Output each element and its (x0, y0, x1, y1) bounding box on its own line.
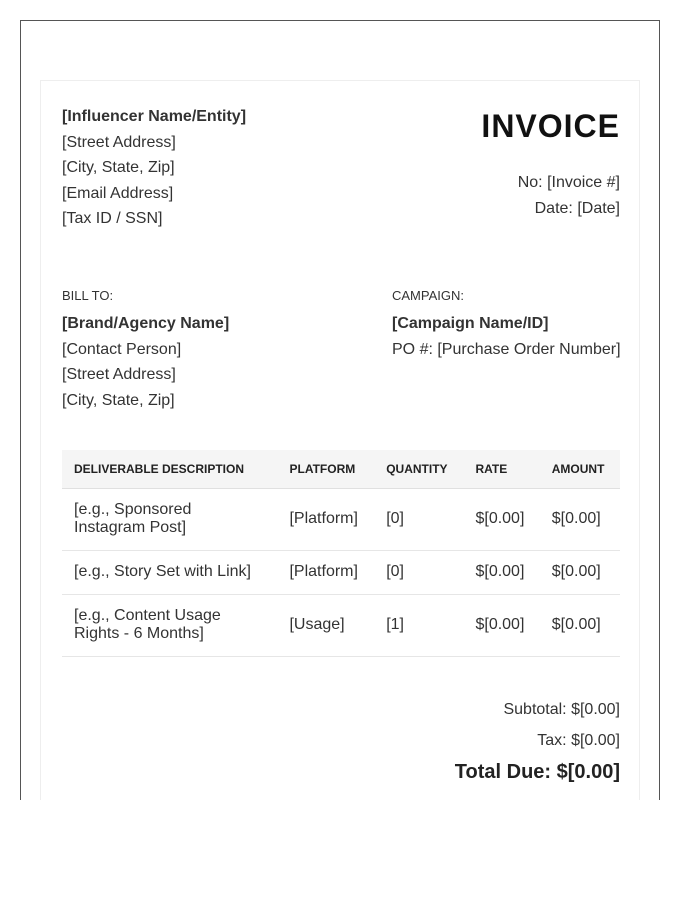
cell-description: [e.g., Story Set with Link] (62, 550, 277, 594)
sender-block (62, 104, 382, 232)
cell-quantity: [0] (374, 488, 463, 550)
sender-city: [City, State, Zip] (62, 159, 175, 176)
invoice-date: Date: [Date] (534, 200, 620, 217)
cell-rate: $[0.00] (463, 594, 539, 656)
cell-amount: $[0.00] (540, 594, 620, 656)
bill-to-name: [Brand/Agency Name] (62, 315, 230, 332)
cell-quantity: [0] (374, 550, 463, 594)
bill-to-label: BILL TO: (62, 288, 114, 303)
tax-total: Tax: $[0.00] (537, 732, 620, 749)
purchase-order: PO #: [Purchase Order Number] (392, 340, 621, 358)
bill-to-contact: [Contact Person] (62, 340, 182, 358)
bill-to-city: [City, State, Zip] (62, 391, 175, 409)
sender-street: [Street Address] (62, 133, 176, 151)
cell-description: [e.g., Sponsored Instagram Post] (62, 488, 277, 550)
invoice-number: No: [Invoice #] (517, 174, 620, 191)
campaign-name: [Campaign Name/ID] (392, 315, 549, 332)
table-row (62, 550, 620, 594)
campaign-label: CAMPAIGN: (392, 288, 464, 303)
invoice-title: INVOICE (481, 108, 620, 144)
bill-to-block (62, 287, 362, 413)
header-rate: RATE (463, 450, 539, 488)
cell-rate: $[0.00] (463, 550, 539, 594)
totals-block (455, 694, 620, 788)
cell-amount: $[0.00] (540, 488, 620, 550)
invoice-meta (518, 170, 620, 222)
subtotal: Subtotal: $[0.00] (503, 701, 620, 718)
line-items-table (62, 450, 620, 657)
cell-rate: $[0.00] (463, 488, 539, 550)
cell-description: [e.g., Content Usage Rights - 6 Months] (62, 594, 277, 656)
campaign-block (392, 287, 652, 362)
header-quantity: QUANTITY (374, 450, 463, 488)
sender-tax-id: [Tax ID / SSN] (62, 210, 163, 227)
cell-platform: [Usage] (277, 594, 374, 656)
table-row (62, 488, 620, 550)
total-due: Total Due: $[0.00] (454, 761, 620, 783)
cell-quantity: [1] (374, 594, 463, 656)
header-description: DELIVERABLE DESCRIPTION (62, 450, 277, 488)
header-amount: AMOUNT (540, 450, 620, 488)
bill-to-street: [Street Address] (62, 366, 176, 383)
cell-platform: [Platform] (277, 550, 374, 594)
header-platform: PLATFORM (277, 450, 374, 488)
cell-platform: [Platform] (277, 488, 374, 550)
sender-name: [Influencer Name/Entity] (62, 108, 247, 125)
table-row (62, 594, 620, 656)
sender-email: [Email Address] (62, 184, 174, 202)
cell-amount: $[0.00] (540, 550, 620, 594)
table-header-row (62, 450, 620, 488)
